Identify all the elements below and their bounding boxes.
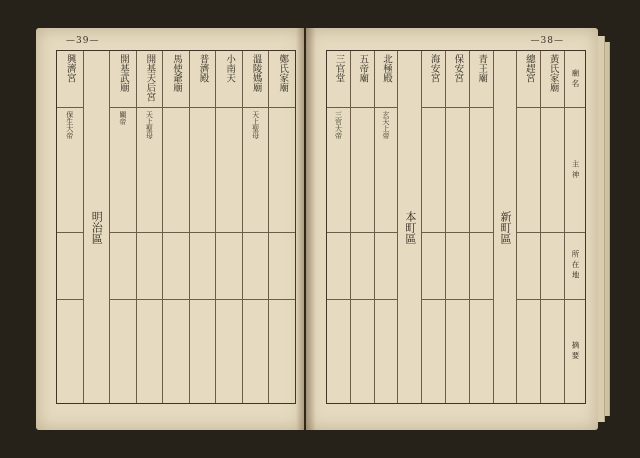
temple-remark [110, 300, 136, 403]
header-address: 所在地 [565, 233, 585, 300]
temple-row [242, 51, 269, 403]
temple-table [326, 50, 586, 404]
temple-deity [446, 108, 469, 233]
temple-address [110, 233, 136, 300]
temple-remark [375, 300, 398, 403]
temple-remark [470, 300, 493, 403]
temple-remark [163, 300, 189, 403]
temple-deity [541, 108, 564, 233]
temple-name: 馬使爺廟 [163, 51, 189, 108]
header-deity: 主神 [565, 108, 585, 233]
temple-row [350, 51, 374, 403]
temple-address [351, 233, 374, 300]
temple-remark [243, 300, 269, 403]
temple-row [136, 51, 163, 403]
temple-remark [327, 300, 350, 403]
temple-address [216, 233, 242, 300]
district-section [397, 51, 421, 403]
temple-deity [163, 108, 189, 233]
temple-deity: 天上聖母 [137, 108, 163, 233]
temple-name: 黃氏家廟 [541, 51, 564, 108]
temple-address [422, 233, 445, 300]
temple-remark [57, 300, 83, 403]
temple-row [268, 51, 295, 403]
temple-name: 三官堂 [327, 51, 350, 108]
temple-deity: 關帝 [110, 108, 136, 233]
temple-row [516, 51, 540, 403]
temple-address [163, 233, 189, 300]
temple-remark [422, 300, 445, 403]
temple-deity: 玄天上帝 [375, 108, 398, 233]
temple-deity [351, 108, 374, 233]
temple-row [215, 51, 242, 403]
district-name: 新町區 [499, 210, 513, 244]
temple-remark [137, 300, 163, 403]
page-number: —39— [66, 36, 100, 46]
temple-deity: 保生大帝 [57, 108, 83, 233]
temple-name: 開基天后宮 [137, 51, 163, 108]
temple-remark [190, 300, 216, 403]
temple-address [541, 233, 564, 300]
temple-name: 五帝廟 [351, 51, 374, 108]
temple-row [189, 51, 216, 403]
temple-name: 興濟宮 [57, 51, 83, 108]
temple-address [190, 233, 216, 300]
district-section [83, 51, 110, 403]
temple-remark [541, 300, 564, 403]
temple-row [109, 51, 136, 403]
temple-row [469, 51, 493, 403]
book-gutter [296, 28, 316, 430]
temple-address [375, 233, 398, 300]
temple-row [421, 51, 445, 403]
temple-name: 鄭氏家廟 [269, 51, 295, 108]
temple-name: 普濟殿 [190, 51, 216, 108]
temple-address [327, 233, 350, 300]
temple-deity [216, 108, 242, 233]
header-name: 廟名 [565, 51, 585, 108]
district-name: 本町區 [403, 210, 417, 244]
temple-name: 小南天 [216, 51, 242, 108]
temple-deity: 三官大帝 [327, 108, 350, 233]
right-page [306, 28, 598, 430]
temple-address [517, 233, 540, 300]
page-number: —38— [530, 36, 564, 46]
left-page [36, 28, 304, 430]
temple-remark [351, 300, 374, 403]
temple-address [446, 233, 469, 300]
temple-deity [470, 108, 493, 233]
temple-table [56, 50, 296, 404]
temple-deity [517, 108, 540, 233]
temple-remark [269, 300, 295, 403]
temple-deity: 天上聖母 [243, 108, 269, 233]
temple-name: 保安宮 [446, 51, 469, 108]
temple-row [445, 51, 469, 403]
temple-name: 青王廟 [470, 51, 493, 108]
temple-row [162, 51, 189, 403]
temple-deity [422, 108, 445, 233]
temple-name: 開基武廟 [110, 51, 136, 108]
temple-deity [190, 108, 216, 233]
district-name: 明治區 [90, 210, 104, 244]
temple-remark [216, 300, 242, 403]
temple-name: 溫陵媽廟 [243, 51, 269, 108]
temple-deity [269, 108, 295, 233]
header-remark: 摘要 [571, 341, 580, 362]
temple-address [269, 233, 295, 300]
temple-address [57, 233, 83, 300]
temple-row [57, 51, 83, 403]
temple-row [540, 51, 564, 403]
temple-name: 海安宮 [422, 51, 445, 108]
temple-name: 北極殿 [375, 51, 398, 108]
temple-row [374, 51, 398, 403]
temple-address [243, 233, 269, 300]
header-column [564, 51, 585, 403]
temple-address [137, 233, 163, 300]
district-section [493, 51, 517, 403]
temple-address [470, 233, 493, 300]
temple-remark [517, 300, 540, 403]
page-stack-edge [598, 36, 605, 422]
temple-name: 總趕宮 [517, 51, 540, 108]
temple-remark [446, 300, 469, 403]
temple-row [327, 51, 350, 403]
